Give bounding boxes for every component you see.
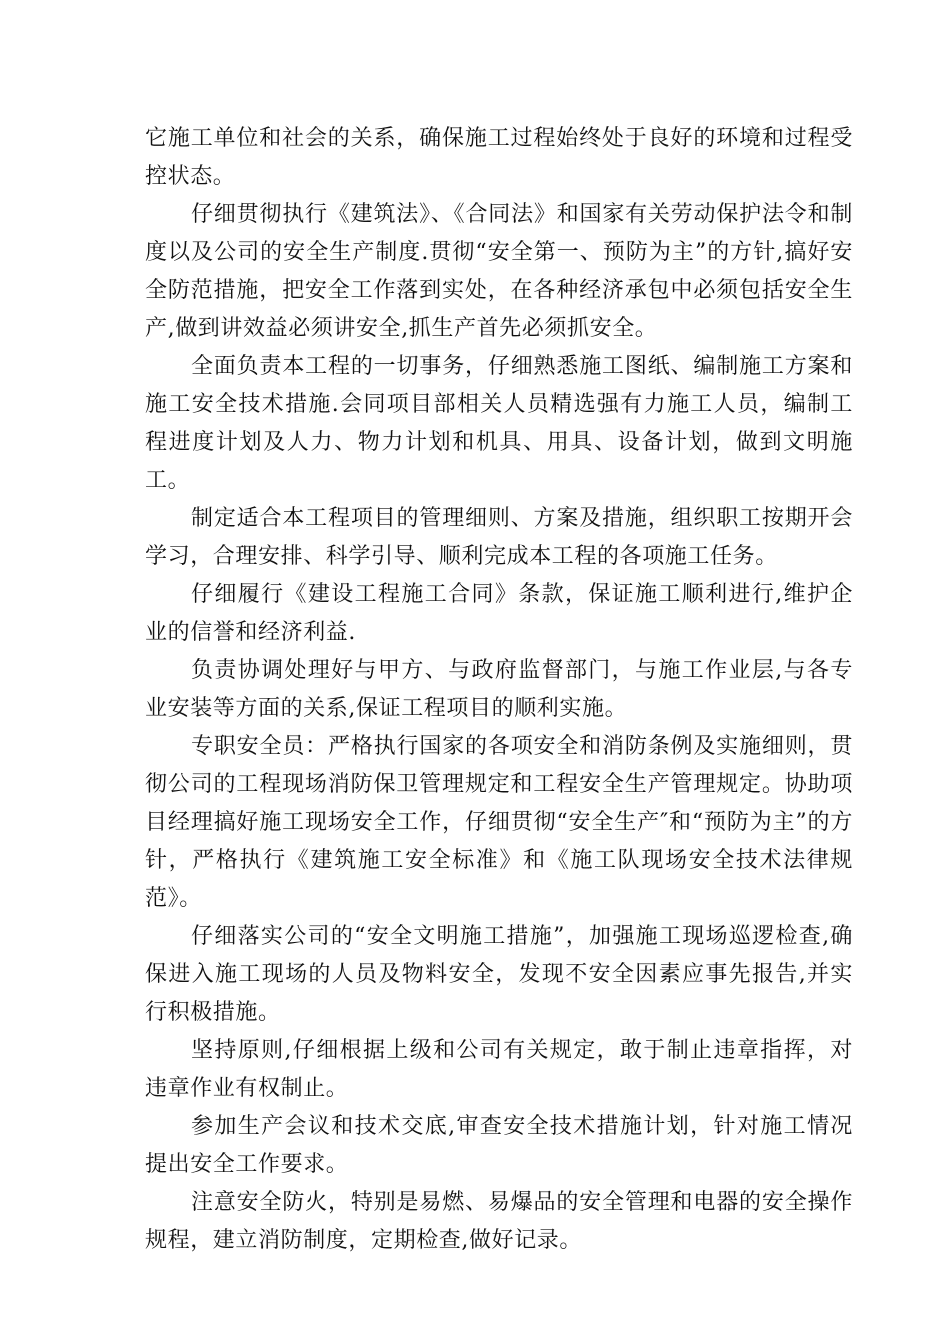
paragraph: 仔细履行《建设工程施工合同》条款，保证施工顺利进行,维护企业的信誉和经济利益. — [145, 582, 853, 645]
document-body — [145, 120, 853, 1260]
paragraph-safety-officer: 专职安全员：严格执行国家的各项安全和消防条例及实施细则，贯彻公司的工程现场消防保卫管理规定和工程安全生产管理规定。协助项目经理搞好施工现场安全工作，仔细贯彻“安全生产″和“预防为主”的方针，严格执行《建筑施工安全标准》和《施工队现场安全技术法律规范》。 — [145, 734, 853, 911]
paragraph: 仔细落实公司的“安全文明施工措施”，加强施工现场巡逻检查,确保进入施工现场的人员及物料安全，发现不安全因素应事先报告,并实行积极措施。 — [145, 924, 853, 1025]
paragraph: 全面负责本工程的一切事务，仔细熟悉施工图纸、编制施工方案和施工安全技术措施.会同项目部相关人员精选强有力施工人员，编制工程进度计划及人力、物力计划和机具、用具、设备计划，做到文明施工。 — [145, 354, 853, 493]
paragraph-continued: 它施工单位和社会的关系，确保施工过程始终处于良好的环境和过程受控状态。 — [145, 126, 853, 189]
paragraph: 制定适合本工程项目的管理细则、方案及措施，组织职工按期开会学习，合理安排、科学引导、顺利完成本工程的各项施工任务。 — [145, 506, 853, 569]
paragraph: 仔细贯彻执行《建筑法》、《合同法》和国家有关劳动保护法令和制度以及公司的安全生产制度.贯彻“安全第一、预防为主”的方针,搞好安全防范措施，把安全工作落到实处，在各种经济承包中必须包括安全生产,做到讲效益必须讲安全,抓生产首先必须抓安全。 — [145, 202, 853, 341]
paragraph: 坚持原则,仔细根据上级和公司有关规定，敢于制止违章指挥，对违章作业有权制止。 — [145, 1038, 853, 1101]
paragraph: 注意安全防火，特别是易燃、易爆品的安全管理和电器的安全操作规程，建立消防制度，定期检查,做好记录。 — [145, 1190, 853, 1253]
paragraph: 负责协调处理好与甲方、与政府监督部门，与施工作业层,与各专业安装等方面的关系,保证工程项目的顺利实施。 — [145, 658, 853, 721]
paragraph: 参加生产会议和技术交底,审查安全技术措施计划，针对施工情况提出安全工作要求。 — [145, 1114, 853, 1177]
